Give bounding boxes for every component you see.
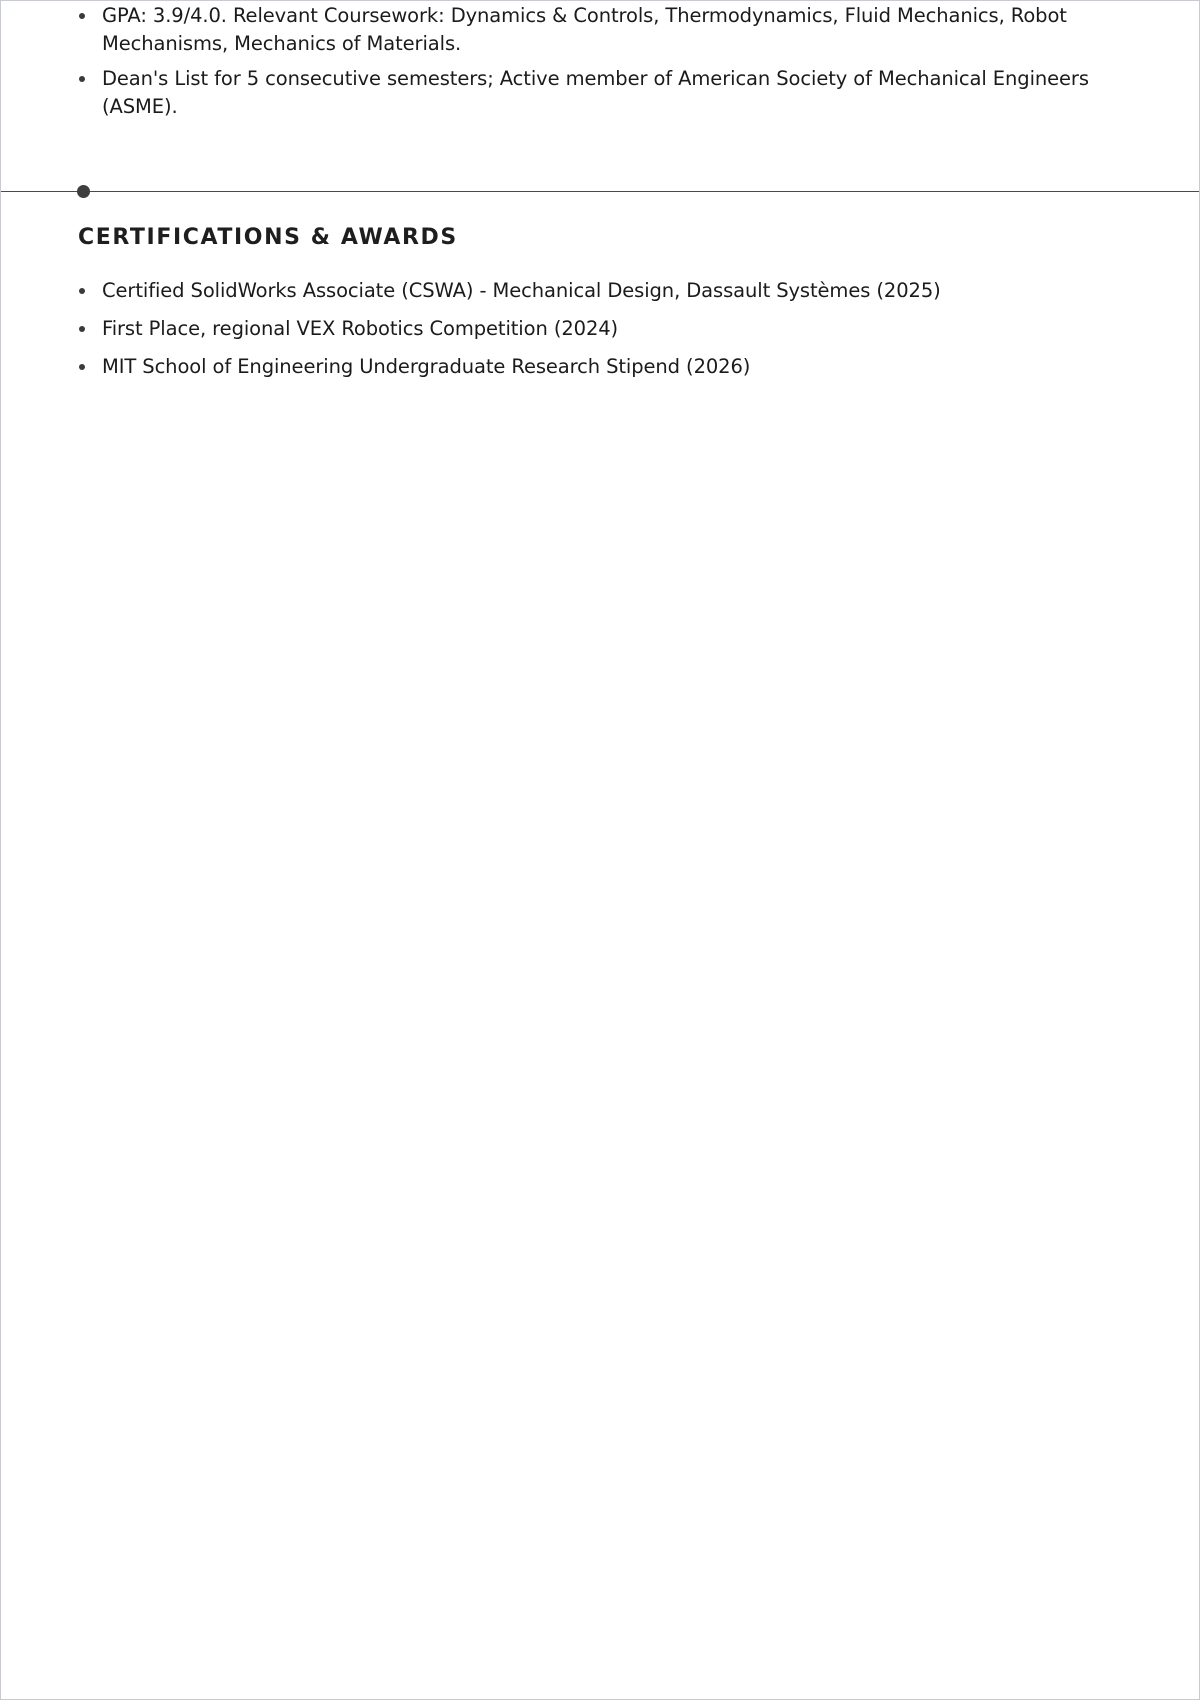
bullet-dot-icon <box>79 13 85 19</box>
certification-item <box>79 315 1099 343</box>
education-bullet-text: GPA: 3.9/4.0. Relevant Coursework: Dynamics & Controls, Thermodynamics, Fluid Mechanics, Robot Mechanisms, Mechanics of Materials. <box>102 4 1067 55</box>
education-bullet-honors <box>79 65 1099 121</box>
certification-item <box>79 353 1099 381</box>
certification-item-text: First Place, regional VEX Robotics Competition (2024) <box>102 317 619 340</box>
certifications-list <box>79 277 1099 391</box>
section-divider <box>1 191 1200 192</box>
bullet-dot-icon <box>79 326 85 332</box>
bullet-dot-icon <box>79 364 85 370</box>
bullet-dot-icon <box>79 288 85 294</box>
certification-item-text: Certified SolidWorks Associate (CSWA) - Mechanical Design, Dassault Systèmes (2025) <box>102 279 941 302</box>
section-title-certifications: CERTIFICATIONS & AWARDS <box>78 225 458 250</box>
education-details-list <box>79 2 1099 128</box>
certification-item-text: MIT School of Engineering Undergraduate Research Stipend (2026) <box>102 355 751 378</box>
education-bullet-gpa <box>79 2 1099 58</box>
education-bullet-text: Dean's List for 5 consecutive semesters; Active member of American Society of Mechanical Engineers (ASME). <box>102 67 1089 118</box>
divider-dot-icon <box>77 185 90 198</box>
certification-item <box>79 277 1099 305</box>
bullet-dot-icon <box>79 76 85 82</box>
